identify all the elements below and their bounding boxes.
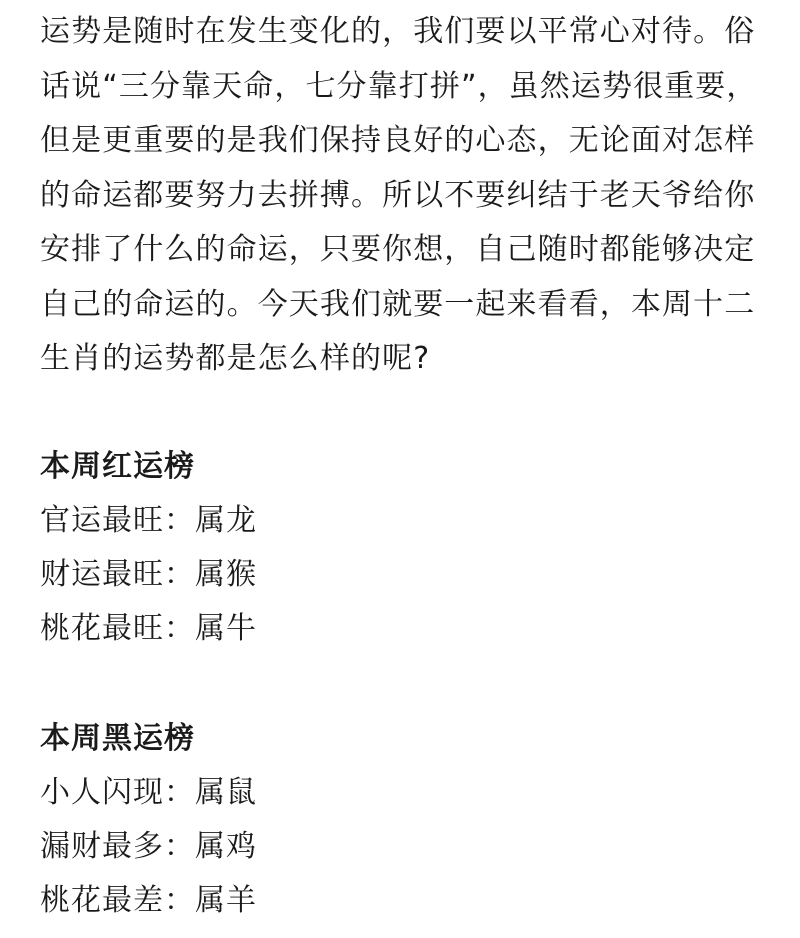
black-list-item-value: 属鼠 [195,775,257,810]
red-list-item-label: 财运最旺： [40,557,195,592]
red-list-item [40,548,760,602]
black-list-item-label: 小人闪现： [40,775,195,810]
red-list-item-label: 桃花最旺： [40,611,195,646]
black-fortune-list [40,712,760,928]
black-list-item [40,874,760,928]
red-list-item-label: 官运最旺： [40,503,195,538]
black-list-item-label: 桃花最差： [40,883,195,918]
black-list-item-value: 属鸡 [195,829,257,864]
red-list-title: 本周红运榜 [40,449,195,484]
red-list-item [40,602,760,656]
black-list-item [40,820,760,874]
red-list-item [40,494,760,548]
article-body [40,0,770,387]
black-list-title: 本周黑运榜 [40,721,195,756]
red-list-item-value: 属龙 [195,503,257,538]
red-list-item-value: 属牛 [195,611,257,646]
black-list-item-label: 漏财最多： [40,829,195,864]
black-list-item-value: 属羊 [195,883,257,918]
red-list-item-value: 属猴 [195,557,257,592]
intro-paragraph: 运势是随时在发生变化的，我们要以平常心对待。俗话说“三分靠天命，七分靠打拼”，虽然运势很重要，但是更重要的是我们保持良好的心态，无论面对怎样的命运都要努力去拼搏。所以不要纠结于老天爷给你安排了什么的命运，只要你想，自己随时都能够决定自己的命运的。今天我们就要一起来看看，本周十二生肖的运势都是怎么样的呢? [40,14,758,376]
black-list-item [40,766,760,820]
red-fortune-list [40,440,760,656]
